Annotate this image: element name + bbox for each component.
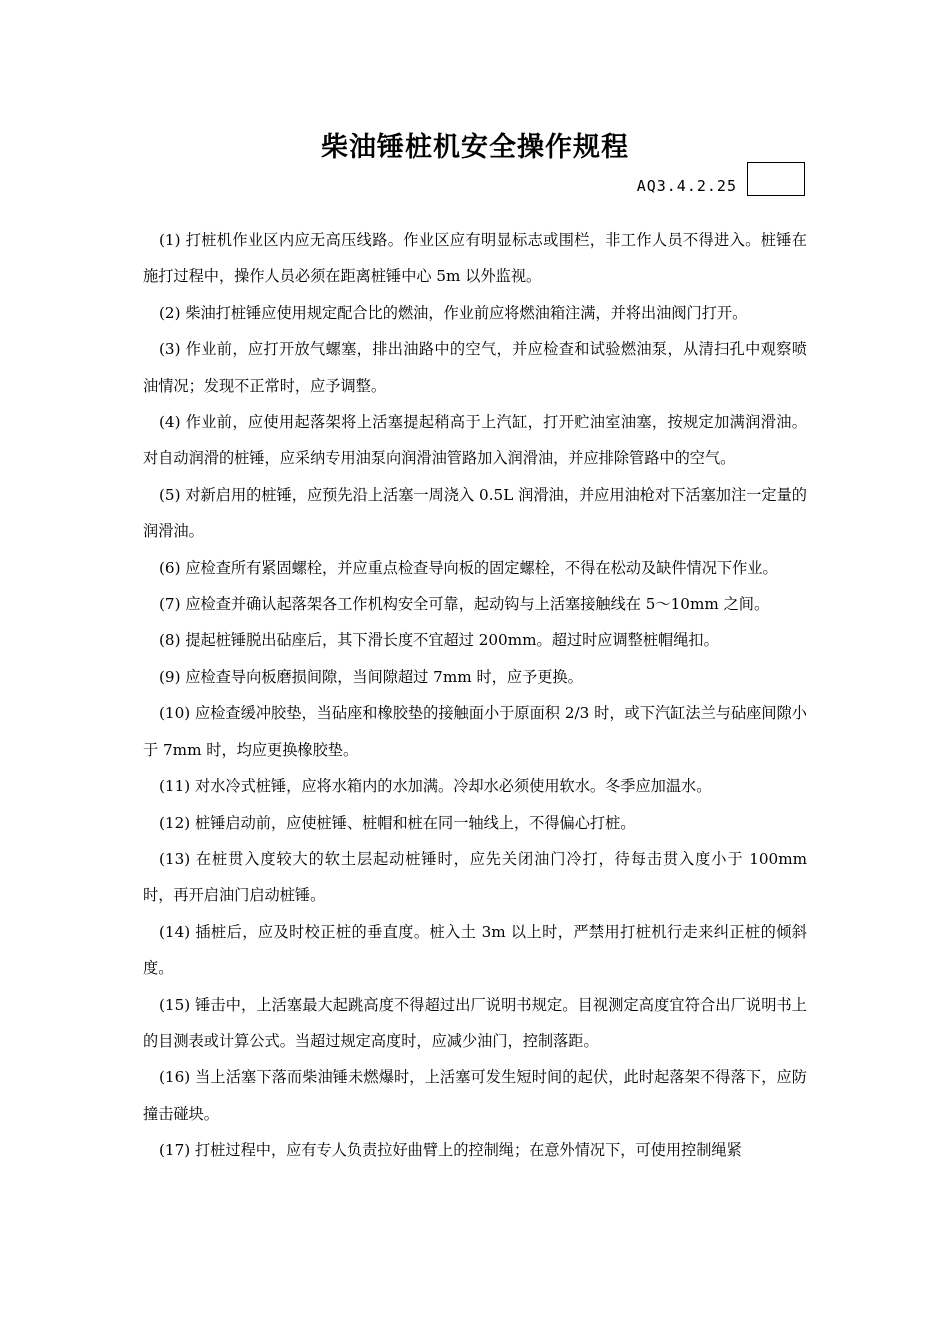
paragraph: (14) 插桩后，应及时校正桩的垂直度。桩入土 3m 以上时，严禁用打桩机行走来纠正桩的倾斜度。 xyxy=(143,922,807,978)
code-box xyxy=(747,162,805,196)
paragraph: (4) 作业前，应使用起落架将上活塞提起稍高于上汽缸，打开贮油室油塞，按规定加满润滑油。对自动润滑的桩锤，应采纳专用油泵向润滑油管路加入润滑油，并应排除管路中的空气。 xyxy=(143,413,807,468)
paragraph: (13) 在桩贯入度较大的软土层起动桩锤时，应先关闭油门冷打，待每击贯入度小于 100mm 时，再开启油门启动桩锤。 xyxy=(143,849,807,905)
paragraph: (3) 作业前，应打开放气螺塞，排出油路中的空气，并应检查和试验燃油泵，从清扫孔中观察喷油情况；发现不正常时，应予调整。 xyxy=(143,340,807,395)
document-body xyxy=(143,222,807,1169)
paragraph: (15) 锤击中，上活塞最大起跳高度不得超过出厂说明书规定。目视测定高度宜符合出厂说明书上的目测表或计算公式。当超过规定高度时，应减少油门，控制落距。 xyxy=(143,995,807,1050)
paragraph: (9) 应检查导向板磨损间隙，当间隙超过 7mm 时，应予更换。 xyxy=(159,667,583,686)
paragraph: (5) 对新启用的桩锤，应预先沿上活塞一周浇入 0.5L 润滑油，并应用油枪对下活塞加注一定量的润滑油。 xyxy=(143,485,807,541)
paragraph: (16) 当上活塞下落而柴油锤未燃爆时，上活塞可发生短时间的起伏，此时起落架不得落下，应防撞击碰块。 xyxy=(143,1068,807,1123)
paragraph: (6) 应检查所有紧固螺栓，并应重点检查导向板的固定螺栓，不得在松动及缺件情况下作业。 xyxy=(159,558,778,577)
paragraph: (7) 应检查并确认起落架各工作机构安全可靠，起动钩与上活塞接触线在 5～10mm 之间。 xyxy=(159,595,770,614)
paragraph: (12) 桩锤启动前，应使桩锤、桩帽和桩在同一轴线上，不得偏心打桩。 xyxy=(159,813,636,832)
document-code-row xyxy=(637,162,805,196)
paragraph: (10) 应检查缓冲胶垫，当砧座和橡胶垫的接触面小于原面积 2/3 时，或下汽缸法兰与砧座间隙小于 7mm 时，均应更换橡胶垫。 xyxy=(143,704,807,759)
paragraph: (1) 打桩机作业区内应无高压线路。作业区应有明显标志或围栏，非工作人员不得进入。桩锤在施打过程中，操作人员必须在距离桩锤中心 5m 以外监视。 xyxy=(143,231,807,286)
paragraph: (17) 打桩过程中，应有专人负责拉好曲臂上的控制绳；在意外情况下，可使用控制绳紧 xyxy=(159,1141,742,1160)
paragraph: (11) 对水冷式桩锤，应将水箱内的水加满。冷却水必须使用软水。冬季应加温水。 xyxy=(159,777,712,796)
paragraph: (8) 提起桩锤脱出砧座后，其下滑长度不宜超过 200mm。超过时应调整桩帽绳扣。 xyxy=(159,631,719,650)
document-title: 柴油锤桩机安全操作规程 xyxy=(321,132,629,163)
paragraph: (2) 柴油打桩锤应使用规定配合比的燃油，作业前应将燃油箱注满，并将出油阀门打开。 xyxy=(159,303,748,322)
document-code: AQ3.4.2.25 xyxy=(636,177,737,195)
